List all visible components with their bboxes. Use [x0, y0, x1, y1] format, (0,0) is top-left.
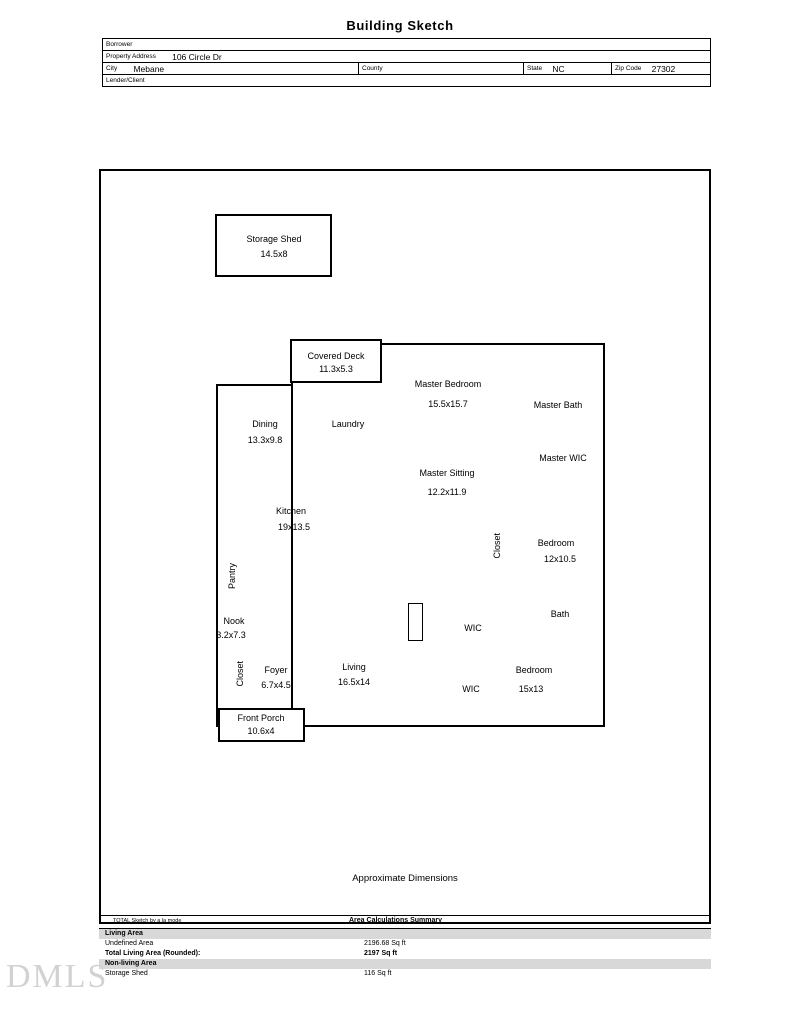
covered-deck-dims: 11.3x5.3	[319, 364, 353, 374]
master-bedroom-dims: 15.5x15.7	[428, 399, 468, 409]
area-calculations-heading: Area Calculations Summary	[349, 917, 442, 924]
info-row-lender	[103, 75, 711, 87]
master-sitting-dims: 12.2x11.9	[427, 487, 467, 497]
storage-shed-area-label: Storage Shed	[105, 970, 148, 977]
summary-row-undefined-area	[99, 939, 711, 949]
living-area-heading-row	[99, 929, 711, 939]
kitchen-dims: 19x13.5	[277, 522, 311, 532]
info-row-borrower	[103, 39, 711, 51]
closet-label-center: Closet	[492, 533, 502, 559]
building-sketch-canvas	[99, 169, 711, 924]
info-row-address	[103, 51, 711, 63]
laundry-label: Laundry	[331, 419, 365, 429]
covered-deck-label: Covered Deck	[307, 351, 365, 361]
total-living-area-label: Total Living Area (Rounded):	[105, 950, 201, 957]
property-address-value: 106 Circle Dr	[172, 51, 222, 62]
master-bedroom-label: Master Bedroom	[414, 379, 482, 389]
nook-label: Nook	[223, 616, 245, 626]
front-porch-label: Front Porch	[237, 713, 285, 723]
interior-fixture	[408, 603, 423, 641]
pantry-label: Pantry	[227, 563, 237, 590]
storage-shed-label: Storage Shed	[246, 234, 302, 244]
foyer-dims: 6.7x4.5	[261, 680, 291, 690]
page-title: Building Sketch	[346, 18, 454, 33]
sketch-credit-note: TOTAL Sketch by a la mode	[113, 918, 182, 924]
master-bath-label: Master Bath	[533, 400, 583, 410]
lender-cell	[103, 75, 711, 87]
foyer-label: Foyer	[264, 665, 288, 675]
closet-label-foyer: Closet	[235, 661, 245, 687]
house-seam-edge-left	[216, 384, 293, 386]
undefined-area-value: 2196.68 Sq ft	[364, 940, 406, 947]
undefined-area-label: Undefined Area	[105, 940, 154, 947]
county-label: County	[362, 65, 383, 73]
master-sitting-label: Master Sitting	[419, 468, 475, 478]
summary-row-storage-shed	[99, 969, 711, 979]
bedroom-dims-lower: 15x13	[518, 684, 544, 694]
storage-shed-area-value: 116 Sq ft	[364, 970, 392, 977]
borrower-label: Borrower	[106, 41, 133, 49]
dining-dims: 13.3x9.8	[247, 435, 283, 445]
city-value: Mebane	[133, 63, 165, 74]
living-label: Living	[342, 662, 366, 672]
living-area-heading: Living Area	[105, 930, 143, 937]
zip-label: Zip Code	[615, 65, 642, 72]
lender-label: Lender/Client	[106, 77, 145, 85]
property-address-cell	[103, 51, 711, 63]
bedroom-label-lower: Bedroom	[515, 665, 553, 675]
city-label: City	[106, 65, 118, 72]
property-info-table	[102, 38, 711, 87]
bath-label: Bath	[550, 609, 570, 619]
bedroom-label-right: Bedroom	[537, 538, 575, 548]
area-calculations-summary	[99, 928, 711, 979]
property-address-label: Property Address	[106, 53, 156, 60]
master-wic-label: Master WIC	[539, 453, 587, 463]
front-porch-dims: 10.6x4	[247, 726, 275, 736]
borrower-cell	[103, 39, 711, 51]
state-cell	[524, 63, 612, 75]
non-living-heading-row	[99, 959, 711, 969]
state-value: NC	[552, 63, 565, 74]
state-label: State	[527, 65, 543, 72]
watermark-logo: DMLS	[6, 958, 109, 995]
total-living-area-value: 2197 Sq ft	[364, 950, 398, 957]
zip-value: 27302	[651, 63, 676, 74]
summary-row-total-living	[99, 949, 711, 959]
city-cell	[103, 63, 359, 75]
info-row-city	[103, 63, 711, 75]
dining-label: Dining	[252, 419, 278, 429]
county-cell	[359, 63, 524, 75]
wic-label-upper: WIC	[464, 623, 482, 633]
approximate-dimensions-note: Approximate Dimensions	[352, 873, 458, 884]
bedroom-dims-right: 12x10.5	[543, 554, 577, 564]
zip-cell	[612, 63, 711, 75]
footer-divider	[101, 915, 709, 916]
living-dims: 16.5x14	[337, 677, 371, 687]
kitchen-label: Kitchen	[275, 506, 307, 516]
non-living-area-heading: Non-living Area	[105, 960, 157, 967]
storage-shed-dims: 14.5x8	[260, 249, 288, 259]
nook-dims: 3.2x7.3	[216, 630, 246, 640]
wic-label-lower: WIC	[462, 684, 480, 694]
